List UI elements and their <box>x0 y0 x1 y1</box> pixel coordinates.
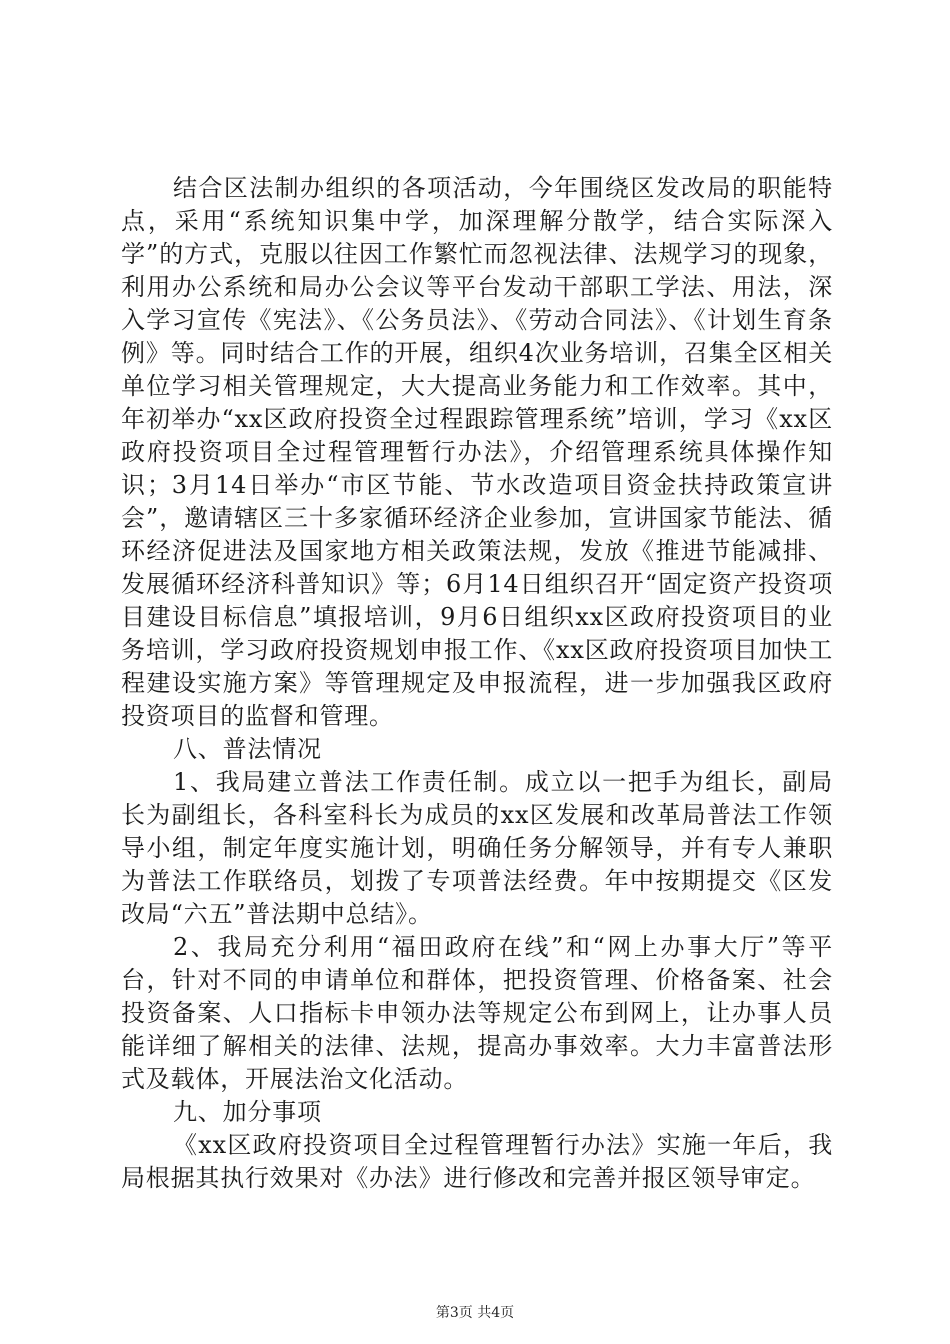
paragraph-online-platforms: 2、我局充分利用“福田政府在线”和“网上办事大厅”等平台，针对不同的申请单位和群体，把投资管理、价格备案、社会投资备案、人口指标卡申领办法等规定公布到网上，让办事人员能详细了解相关的法律、法规，提高办事效率。大力丰富普法形式及载体，开展法治文化活动。 <box>121 933 833 1093</box>
section-heading-law-popularization: 八、普法情况 <box>173 735 322 763</box>
paragraph-legal-training: 结合区法制办组织的各项活动，今年围绕区发改局的职能特点，采用“系统知识集中学，加深理解分散学，结合实际深入学”的方式，克服以往因工作繁忙而忽视法律、法规学习的现象，利用办公系统和局办公会议等平台发动干部职工学法、用法，深入学习宣传《宪法》、《公务员法》、《劳动合同法》、《计划生育条例》等。同时结合工作的开展，组织4次业务培训，召集全区相关单位学习相关管理规定，大大提高业务能力和工作效率。其中，年初举办“xx区政府投资全过程跟踪管理系统”培训，学习《xx区政府投资项目全过程管理暂行办法》，介绍管理系统具体操作知识；3月14日举办“市区节能、节水改造项目资金扶持政策宣讲会”，邀请辖区三十多家循环经济企业参加，宣讲国家节能法、循环经济促进法及国家地方相关政策法规，发放《推进节能减排、发展循环经济科普知识》等；6月14日组织召开“固定资产投资项目建设目标信息”填报培训，9月6日组织xx区政府投资项目的业务培训，学习政府投资规划申报工作、《xx区政府投资项目加快工程建设实施方案》等管理规定及申报流程，进一步加强我区政府投资项目的监督和管理。 <box>121 174 833 730</box>
section-heading-bonus-items: 九、加分事项 <box>173 1098 322 1126</box>
document-body <box>121 172 833 1195</box>
page-footer: 第3页 共4页 <box>435 1305 515 1321</box>
paragraph-responsibility-system: 1、我局建立普法工作责任制。成立以一把手为组长，副局长为副组长，各科室科长为成员的xx区发展和改革局普法工作领导小组，制定年度实施计划，明确任务分解领导，并有专人兼职为普法工作联络员，划拨了专项普法经费。年中按期提交《区发改局“六五”普法期中总结》。 <box>121 768 833 928</box>
paragraph-measures-revision: 《xx区政府投资项目全过程管理暂行办法》实施一年后，我局根据其执行效果对《办法》进行修改和完善并报区领导审定。 <box>121 1131 833 1192</box>
